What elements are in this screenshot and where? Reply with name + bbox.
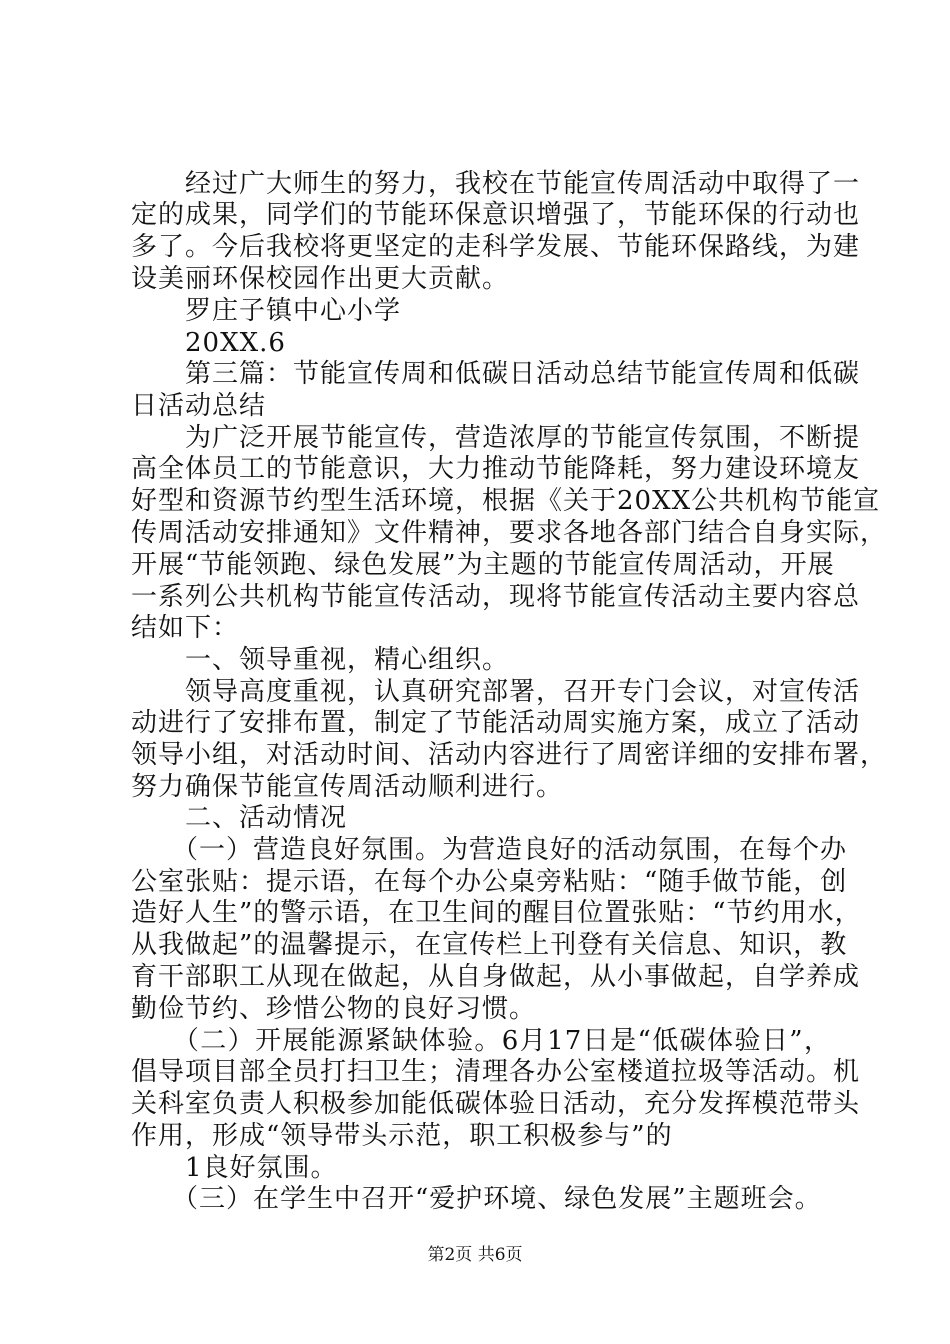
text-line: 定的成果，同学们的节能环保意识增强了，节能环保的行动也 <box>131 200 861 230</box>
text-line: （一）营造良好氛围。为营造良好的活动氛围，在每个办 <box>131 835 848 865</box>
text-line: 倡导项目部全员打扫卫生；清理各办公室楼道拉圾等活动。机 <box>131 1057 861 1087</box>
text-line: 为广泛开展节能宣传，营造浓厚的节能宣传氛围，不断提 <box>131 423 861 453</box>
text-line: 公室张贴：提示语，在每个办公桌旁粘贴：“随手做节能，创 <box>131 867 848 897</box>
text-line: 经过广大师生的努力，我校在节能宣传周活动中取得了一 <box>131 169 861 199</box>
text-line: 勤俭节约、珍惜公物的良好习惯。 <box>131 994 537 1024</box>
text-line: 多了。今后我校将更坚定的走科学发展、节能环保路线，为建 <box>131 232 861 262</box>
page-footer: 第2页 共6页 <box>427 1245 523 1265</box>
text-line: 罗庄子镇中心小学 <box>131 296 402 326</box>
text-line: 领导高度重视，认真研究部署，召开专门会议，对宣传活 <box>131 677 861 707</box>
text-line: 二、活动情况 <box>131 803 348 833</box>
text-line: 从我做起”的温馨提示，在宣传栏上刊登有关信息、知识，教 <box>131 930 848 960</box>
text-line: 开展“节能领跑、绿色发展”为主题的节能宣传周活动，开展 <box>131 550 835 580</box>
text-line: 努力确保节能宣传周活动顺利进行。 <box>131 772 564 802</box>
text-line: 20XX.6 <box>131 328 286 358</box>
text-line: 日活动总结 <box>131 391 267 421</box>
text-line: （二）开展能源紧缺体验。6月17日是“低碳体验日”， <box>131 1026 831 1056</box>
text-line: 作用，形成“领导带头示范，职工积极参与”的 <box>131 1121 673 1151</box>
text-line: 领导小组，对活动时间、活动内容进行了周密详细的安排布署， <box>131 740 888 770</box>
text-line: 1良好氛围。 <box>131 1153 338 1183</box>
text-line: （三）在学生中召开“爱护环境、绿色发展”主题班会。 <box>131 1184 822 1214</box>
text-line: 育干部职工从现在做起，从自身做起，从小事做起，自学养成 <box>131 962 861 992</box>
text-line: 动进行了安排布置，制定了节能活动周实施方案，成立了活动 <box>131 708 861 738</box>
text-line: 一系列公共机构节能宣传活动，现将节能宣传活动主要内容总 <box>131 582 861 612</box>
text-line: 关科室负责人积极参加能低碳体验日活动，充分发挥模范带头 <box>131 1089 861 1119</box>
text-line: 高全体员工的节能意识，大力推动节能降耗，努力建设环境友 <box>131 454 861 484</box>
text-line: 第三篇：节能宣传周和低碳日活动总结节能宣传周和低碳 <box>131 359 861 389</box>
text-line: 设美丽环保校园作出更大贡献。 <box>131 264 510 294</box>
text-line: 传周活动安排通知》文件精神，要求各地各部门结合自身实际， <box>131 518 888 548</box>
text-line: 造好人生”的警示语，在卫生间的醒目位置张贴：“节约用水， <box>131 898 862 928</box>
text-line: 一、领导重视，精心组织。 <box>131 645 510 675</box>
text-line: 结如下： <box>131 613 240 643</box>
text-line: 好型和资源节约型生活环境，根据《关于20XX公共机构节能宣 <box>131 486 881 516</box>
